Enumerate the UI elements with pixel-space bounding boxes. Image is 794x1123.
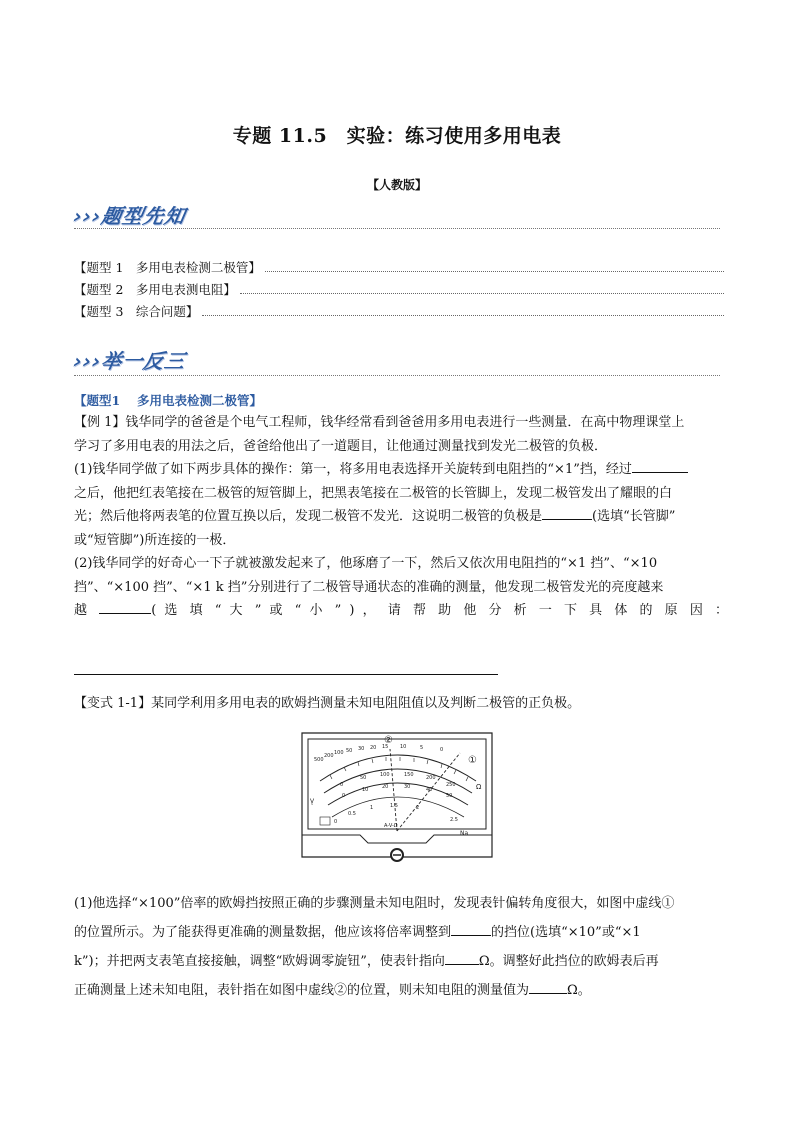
toc-item-label: 【题型 2 多用电表测电阻】	[74, 282, 236, 297]
preview-banner: ›››题型先知	[71, 204, 188, 228]
edition-label: 【人教版】	[366, 178, 427, 192]
example-text: ( 选 填 “ 大 ” 或 “ 小 ” ) ， 请 帮 助 他 分 析 一 下 具 体 的 原 因 ：	[151, 603, 728, 618]
scale-label: 30	[358, 746, 365, 752]
example-line: 【例 1】钱华同学的爸爸是个电气工程师，钱华经常看到爸爸用多用电表进行一些测量．在高中物理课堂上	[74, 415, 685, 430]
toc-item-1[interactable]	[74, 258, 726, 276]
example-text: 越	[74, 603, 92, 618]
scale-label: 0	[334, 819, 338, 825]
scale-label: 0	[342, 793, 346, 799]
scale-label: 0	[440, 747, 444, 753]
answer-blank[interactable]	[99, 599, 151, 614]
scale-label: 5	[420, 745, 424, 751]
scale-label: 40	[426, 787, 433, 793]
topic1-heading: 【题型1 多用电表检测二极管】	[74, 393, 263, 408]
question-line	[74, 918, 728, 947]
answer-blank[interactable]	[445, 950, 479, 965]
example-line	[74, 599, 728, 623]
multimeter-diagram	[300, 731, 494, 867]
question-line: (1)他选择“×100”倍率的欧姆挡按照正确的步骤测量未知电阻时，发现表针偏转角度很大，如图中虚线①	[74, 896, 675, 911]
example-line: 挡”、“×100 挡”、“×1 k 挡”分别进行了二极管导通状态的准确的测量，他发现二极管发光的亮度越来	[74, 579, 664, 595]
question-text: Ω。调整好此挡位的欧姆表后再	[478, 954, 659, 969]
toc-leader	[265, 271, 724, 272]
needle-label-1: ①	[468, 755, 477, 766]
scale-label: 2.5	[450, 817, 458, 823]
akv-label: A-V-Ω	[384, 823, 398, 829]
toc-leader	[240, 293, 724, 294]
page-title: 专题 11.5 实验：练习使用多用电表	[232, 125, 562, 147]
question-text: 正确测量上述未知电阻，表针指在如图中虚线②的位置，则未知电阻的测量值为	[74, 983, 530, 998]
scale-label: 50	[346, 748, 353, 754]
scale-label: 50	[360, 775, 367, 781]
needle-label-2: ②	[384, 735, 393, 746]
scale-label: 50	[446, 793, 453, 799]
scale-label: 20	[382, 784, 389, 790]
scale-label: 10	[400, 744, 407, 750]
example-line	[74, 505, 728, 529]
toc-item-2[interactable]	[74, 280, 726, 298]
scale-label: 250	[446, 782, 456, 788]
example-line: 学习了多用电表的用法之后，爸爸给他出了一道题目，让他通过测量找到发光二极管的负极．	[74, 438, 608, 454]
answer-blank[interactable]	[542, 505, 592, 520]
divider	[74, 228, 720, 229]
toc-leader	[202, 315, 724, 316]
practice-banner: ›››举一反三	[71, 349, 188, 373]
question-text: 的位置所示。为了能获得更准确的测量数据，他应该将倍率调整到	[74, 925, 452, 940]
question-text: k”)；并把两支表笔直接接触，调整“欧姆调零旋钮”，使表针指向	[74, 954, 445, 969]
scale-label: 0.5	[348, 811, 356, 817]
scale-label: 2	[416, 805, 420, 811]
example-1	[74, 411, 728, 623]
toc-item-label: 【题型 3 综合问题】	[74, 304, 199, 319]
example-text: (1)钱华同学做了如下两步具体的操作：第一，将多用电表选择开关旋转到电阻挡的“×1”挡，经过	[74, 462, 632, 477]
scale-label: 200	[324, 753, 334, 759]
scale-label: 30	[404, 784, 411, 790]
answer-blank[interactable]	[451, 921, 491, 936]
answer-blank[interactable]	[529, 979, 567, 994]
scale-label: 1	[370, 805, 374, 811]
scale-label: 20	[370, 745, 377, 751]
scale-label: 1.5	[390, 803, 398, 809]
scale-label: 500	[314, 757, 324, 763]
example-line: 之后，他把红表笔接在二极管的短管脚上，把黑表笔接在二极管的长管脚上，发现二极管发出了耀眼的白	[74, 485, 673, 501]
variant-intro: 【变式 1-1】某同学利用多用电表的欧姆挡测量未知电阻阻值以及判断二极管的正负极。	[74, 696, 581, 711]
question-text: Ω。	[567, 983, 591, 998]
example-line: 或“短管脚”)所连接的一极．	[74, 532, 236, 548]
question-line	[74, 976, 728, 1005]
toc-item-3[interactable]	[74, 302, 726, 320]
scale-label: 0	[340, 782, 344, 788]
answer-blank[interactable]	[632, 458, 688, 473]
example-text: (选填“长管脚”	[592, 509, 676, 524]
divider	[74, 375, 720, 376]
question-text: 的挡位(选填“×10”或“×1	[491, 925, 641, 940]
scale-label: 150	[404, 772, 414, 778]
scale-label: 200	[426, 775, 436, 781]
example-line	[74, 458, 728, 482]
question-line	[74, 947, 728, 976]
scale-label: 100	[380, 772, 390, 778]
scale-label: 100	[334, 750, 344, 756]
scale-label: 15	[382, 744, 389, 750]
omega-symbol: Ω	[476, 783, 482, 791]
na-label: Na	[460, 830, 469, 837]
v-symbol: V̰	[310, 798, 315, 805]
toc-item-label: 【题型 1 多用电表检测二极管】	[74, 260, 261, 275]
answer-line[interactable]	[74, 674, 498, 675]
example-line: (2)钱华同学的好奇心一下子就被激发起来了，他琢磨了一下，然后又依次用电阻挡的“×1 挡”、“×10	[74, 556, 658, 571]
scale-label: 10	[362, 787, 369, 793]
variant-question-1	[74, 889, 728, 1005]
example-text: 光；然后他将两表笔的位置互换以后，发现二极管不发光．这说明二极管的负极是	[74, 509, 543, 524]
